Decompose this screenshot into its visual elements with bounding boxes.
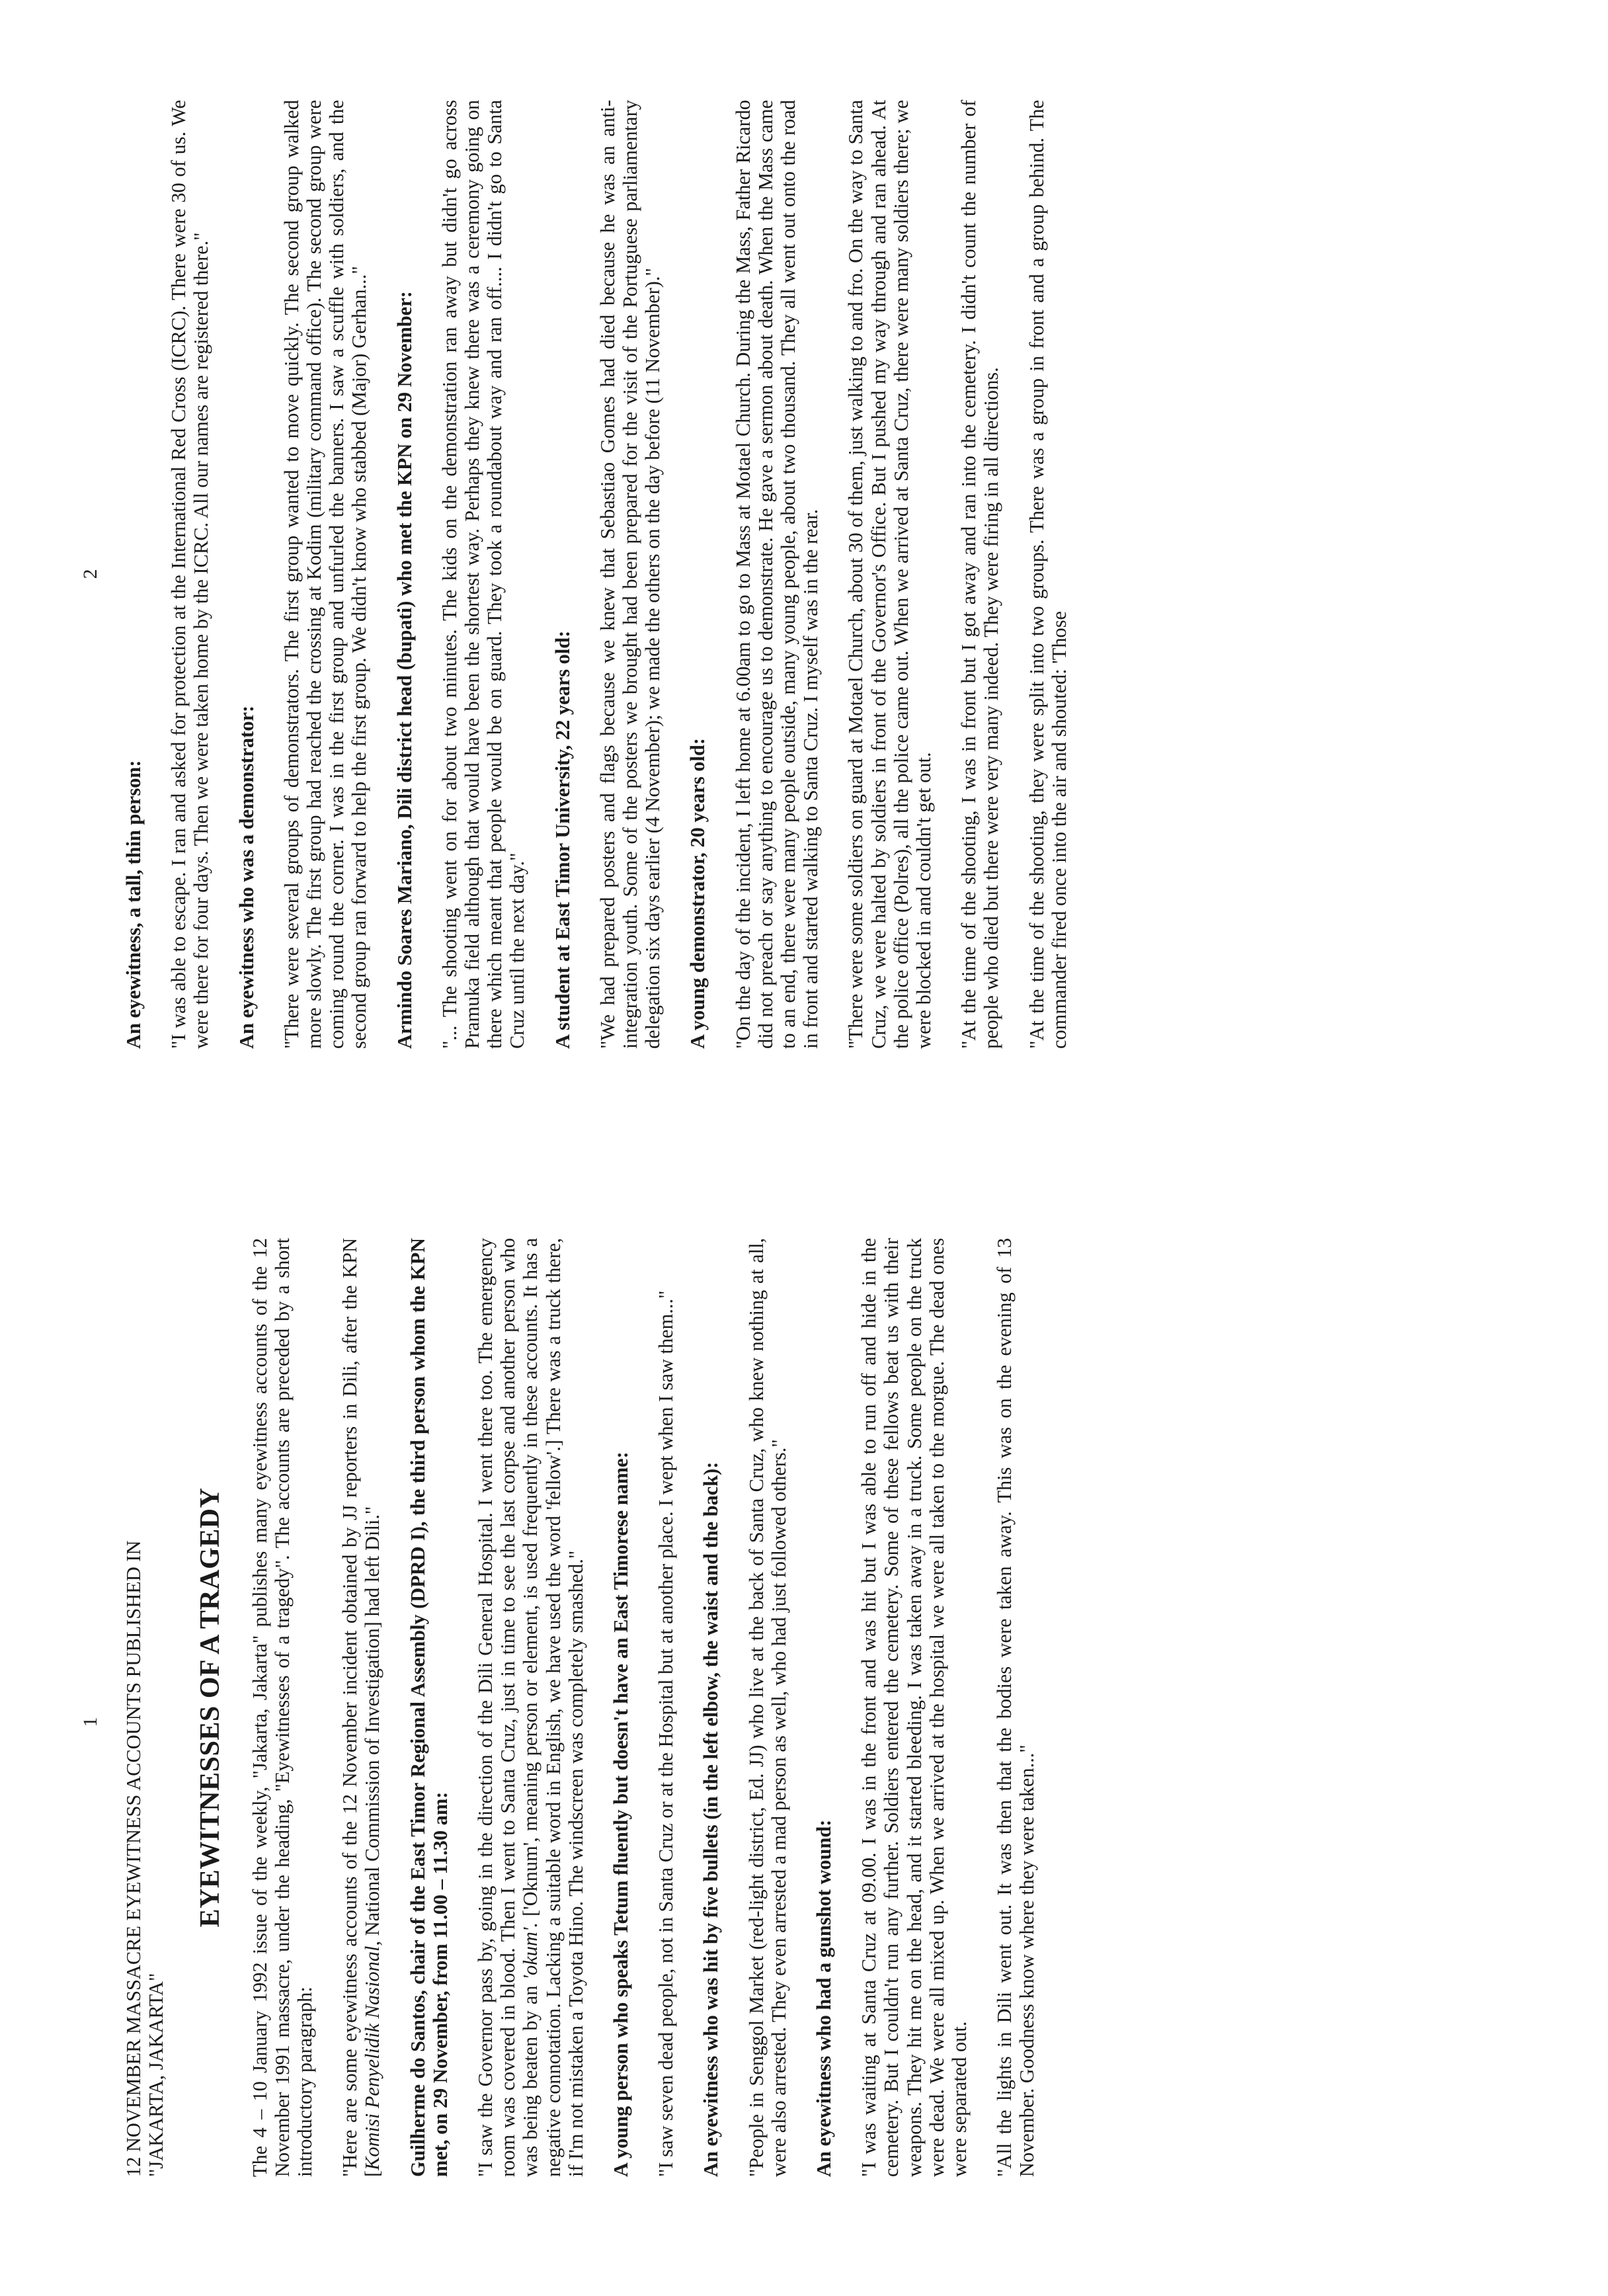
account-heading: An eyewitness who was hit by five bullets (in the left elbow, the waist and the back): — [700, 1461, 723, 2177]
intro-quote-paragraph — [339, 1238, 383, 2177]
page-2-body — [122, 100, 1093, 1049]
intro-quote-text: National Commission of Investigation] had left Dili." — [361, 1506, 384, 1941]
account-text: "I was able to escape. I ran and asked for protection at the International Red Cross (ICRC). There were 30 of us. We were there for four days. Then we were taken home by the ICRC. All our names are registered there." — [167, 100, 213, 1049]
intro-quote-italic: Komisi Penyelidik Nasional, — [361, 1940, 384, 2170]
account-text: "At the time of the shooting, they were split into two groups. There was a group in front and a group behind. The commander fired once into the air and shouted: 'Those — [1025, 100, 1070, 1049]
account-text: "I was waiting at Santa Cruz at 09.00. I was in the front and was hit but I was able to run off and hide in the cemetery. But I couldn't run any further. Soldiers entered the cemetery. Some of these fellows beat us with their weapons. They hit me on the head, and it started bleeding. I was taken away in a truck. Some people on the truck were dead. We were all mixed up. When we arrived at the hospital we were all taken to the morgue. The dead ones were separated out. — [858, 1238, 971, 2177]
account-text: "There were some soldiers on guard at Motael Church, about 30 of them, just walking to and fro. On the way to Santa Cruz, we were halted by soldiers in front of the Governor's Office. But I pushed my way through and ran ahead. At the police office (Polres), all the police came out. When we arrived at Santa Cruz, there were many soldiers there; we were blocked in and couldn't get out. — [844, 100, 936, 1049]
page-1-body — [122, 1238, 1061, 2177]
account-text-italic: 'okum'. — [519, 1922, 542, 1980]
document-heading-line: 12 NOVEMBER MASSACRE EYEWITNESS ACCOUNTS PUBLISHED IN — [122, 1540, 145, 2177]
account-text — [474, 1238, 587, 2177]
account-heading: A student at East Timor University, 22 years old: — [551, 630, 574, 1049]
account-heading: An eyewitness, a tall, thin person: — [122, 760, 145, 1049]
account-heading: An eyewitness who was a demonstrator: — [235, 705, 258, 1049]
page-number: 2 — [79, 569, 101, 579]
account-text: "At the time of the shooting, I was in front but I got away and ran into the cemetery. I didn't count the number of people who died but there were very many indeed. They were firing in all directions. — [957, 100, 1003, 1049]
account-heading: Guilherme do Santos, chair of the East Timor Regional Assembly (DPRD I), the third person whom the KPN met, on 29 November, from 11.00 – 11.30 am: — [406, 1238, 452, 2177]
document-heading — [122, 1238, 167, 2177]
page-1 — [0, 1148, 1608, 2296]
account-text-part: ['Oknum', meaning person or element, is used frequently in these accounts. It has a negative connotation. Lacking a suitable word in English, we have used the word 'fellow'.] There was a truck there, if I'm not mistaken a Toyota Hino. The windscreen was completely smashed." — [519, 1238, 587, 2177]
account-text: "People in Senggol Market (red-light district, Ed. JJ) who live at the back of Santa Cruz, who knew nothing at all, were also arrested. They even arrested a mad person as well, who had just followed others." — [744, 1238, 790, 2177]
account-heading: Armindo Soares Mariano, Dili district head (bupati) who met the KPN on 29 November: — [393, 291, 416, 1049]
account-text: "All the lights in Dili went out. It was then that the bodies were taken away. This was on the evening of 13 November. Goodness know where they were taken..." — [993, 1238, 1039, 2177]
account-heading: An eyewitness who had a gunshot wound: — [813, 1819, 836, 2177]
account-text: "There were several groups of demonstrators. The first group wanted to move quickly. The second group walked more slowly. The first group had reached the crossing at Kodim (military command office). The second group were coming round the corner. I was in the first group and unfurled the banners. I saw a scuffle with soldiers, and the second group ran forward to help the first group. We didn't know who stabbed (Major) Gerhan..." — [280, 100, 371, 1049]
document-heading-line: "JAKARTA, JAKARTA" — [145, 1973, 168, 2177]
account-text: "I saw seven dead people, not in Santa Cruz or at the Hospital but at another place. I wept when I saw them..." — [655, 1290, 678, 2177]
intro-quote-text: "Here are some eyewitness accounts of the 12 November incident obtained by JJ reporters in Dili, after the KPN [ — [339, 1238, 384, 2177]
account-text: "We had prepared posters and flags because we knew that Sebastiao Gomes had died because he was an anti-integration youth. Some of the posters we brought had been prepared for the visit of the Portuguese parliamentary delegation six days earlier (4 November); we made the others on the day before (11 November)." — [596, 100, 664, 1049]
account-text: "On the day of the incident, I left home at 6.00am to go to Mass at Motael Church. During the Mass, Father Ricardo did not preach or say anything to encourage us to demonstrate. He gave a sermon about death. When the Mass came to an end, there were many people outside, many young people, about two thousand. They all went out onto the road in front and started walking to Santa Cruz. I myself was in the rear. — [731, 100, 823, 1049]
intro-paragraph: The 4 – 10 January 1992 issue of the weekly, "Jakarta, Jakarta" publishes many eyewitness accounts of the 12 November 1991 massacre, under the heading, "Eyewitnesses of a tragedy". The accounts are preceded by a short introductory paragraph: — [248, 1238, 317, 2177]
account-heading: A young person who speaks Tetum fluently but doesn't have an East Timorese name: — [610, 1452, 633, 2177]
account-text: "... The shooting went on for about two minutes. The kids on the demonstration ran away but didn't go across Pramuka field although that would have been the shortest way. Perhaps they knew there was a ceremony going on there which meant that people would be on guard. They took a roundabout way and ran off.... I didn't go to Santa Cruz until the next day." — [438, 100, 529, 1049]
section-title: EYEWITNESSES OF A TRAGEDY — [195, 1487, 226, 1928]
page-number: 1 — [79, 1717, 101, 1727]
account-heading: A young demonstrator, 20 years old: — [686, 738, 709, 1049]
account-text-part: "I saw the Governor pass by, going in the direction of the Dili General Hospital. I went there too. The emergency room was covered in blood. Then I went to Santa Cruz, just in time to see the last corpse and another person who was being beaten by an — [474, 1238, 542, 2177]
